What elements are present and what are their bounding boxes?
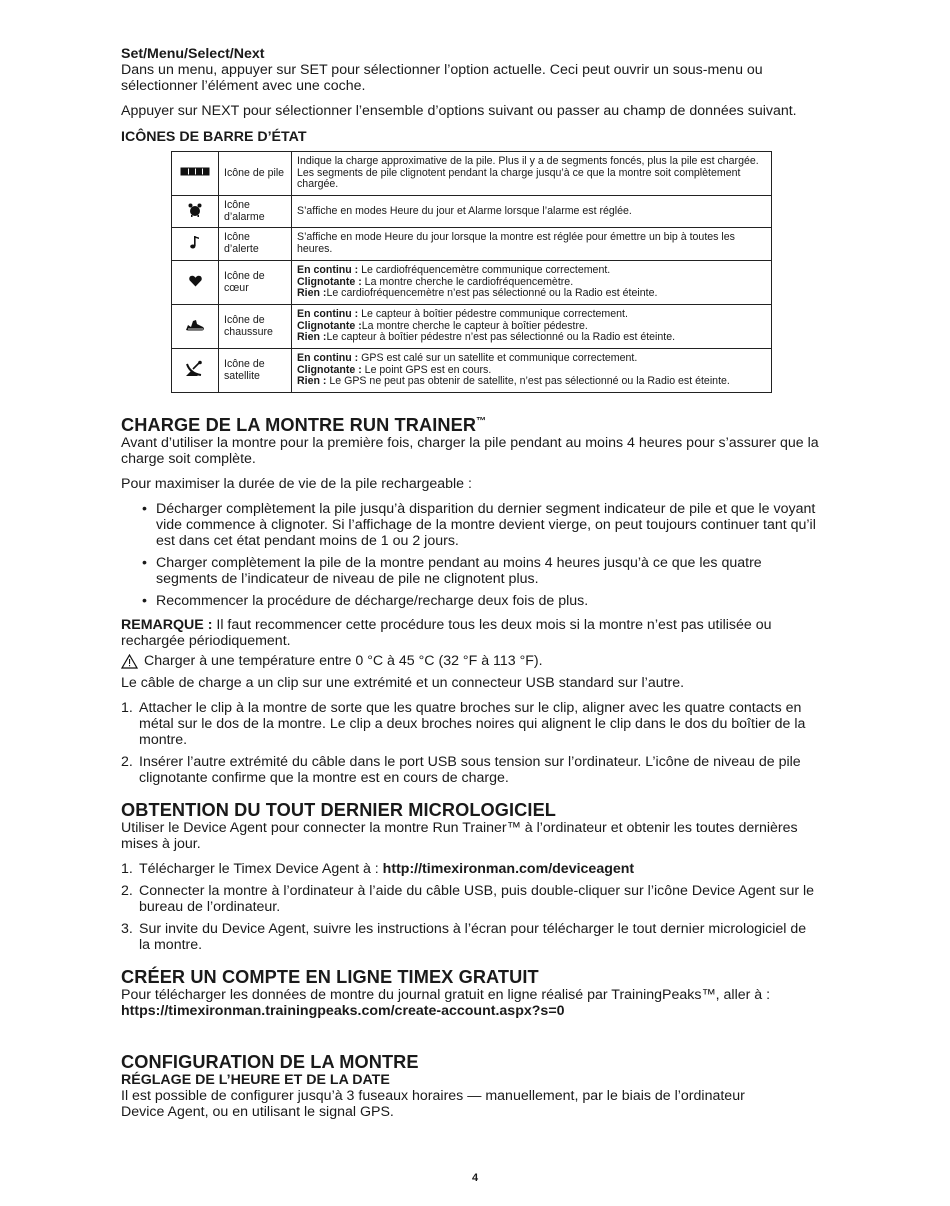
account-title: CRÉER UN COMPTE EN LIGNE TIMEX GRATUIT bbox=[121, 967, 539, 987]
page-content bbox=[121, 46, 821, 1120]
icon-name: Icône de cœur bbox=[219, 261, 292, 305]
firmware-paragraph: Utiliser le Device Agent pour connecter la montre Run Trainer™ à l’ordinateur et obtenir les toutes dernières mises à jour. bbox=[121, 820, 798, 852]
icon-description: Indique la charge approximative de la pile. Plus il y a de segments foncés, plus la pile est chargée. Les segments de pile clignotent pendant la charge jusqu’à ce que la montre soit complètement chargée. bbox=[292, 152, 772, 196]
list-item: 1. Attacher le clip à la montre de sorte que les quatre broches sur le clip, aligner avec les quatre contacts en métal sur le dos de la montre. Le clip a deux broches noires qui alignent le clip dans le dos du boîtier de la montre. bbox=[121, 700, 806, 748]
cable-paragraph: Le câble de charge a un clip sur une extrémité et un connecteur USB standard sur l’autre. bbox=[121, 675, 685, 691]
charge-steps-list bbox=[121, 700, 821, 786]
warning-text: Charger à une température entre 0 °C à 45 °C (32 °F à 113 °F). bbox=[144, 653, 543, 669]
charge-note: REMARQUE : Il faut recommencer cette procédure tous les deux mois si la montre n’est pas utilisée ou rechargée périodiquement. bbox=[121, 617, 772, 649]
list-item: 2. Connecter la montre à l’ordinateur à l’aide du câble USB, puis double-cliquer sur l’icône Device Agent sur le bureau de l’ordinateur. bbox=[121, 883, 815, 915]
list-item: 1. Télécharger le Timex Device Agent à : http://timexironman.com/deviceagent bbox=[121, 861, 635, 877]
list-item: 2. Insérer l’autre extrémité du câble dans le port USB sous tension sur l’ordinateur. L’icône de niveau de pile clignotante confirme que la montre est en cours de charge. bbox=[121, 754, 801, 786]
config-section bbox=[121, 1052, 821, 1120]
status-icons-section bbox=[121, 129, 821, 393]
status-icons-title: ICÔNES DE BARRE D’ÉTAT bbox=[121, 129, 307, 145]
shoe-icon bbox=[172, 305, 219, 349]
firmware-title: OBTENTION DU TOUT DERNIER MICROLOGICIEL bbox=[121, 800, 557, 820]
warning-row bbox=[121, 653, 821, 669]
config-title: CONFIGURATION DE LA MONTRE bbox=[121, 1052, 419, 1072]
satellite-icon bbox=[172, 349, 219, 393]
page-number: 4 bbox=[471, 1172, 479, 1184]
table-row bbox=[172, 228, 772, 261]
icon-description: S’affiche en mode Heure du jour lorsque la montre est réglée pour émettre un bip à toutes les heures. bbox=[292, 228, 772, 261]
music-note-icon bbox=[172, 228, 219, 261]
firmware-section bbox=[121, 800, 821, 953]
config-subtitle: RÉGLAGE DE L’HEURE ET DE LA DATE bbox=[121, 1072, 390, 1088]
set-menu-section bbox=[121, 46, 821, 119]
list-item: 3. Sur invite du Device Agent, suivre les instructions à l’écran pour télécharger le tout dernier micrologiciel de la montre. bbox=[121, 921, 807, 953]
charge-paragraph-1: Avant d’utiliser la montre pour la première fois, charger la pile pendant au moins 4 heures pour s’assurer que la charge soit complète. bbox=[121, 435, 819, 467]
status-icons-table bbox=[171, 151, 772, 393]
icon-name: Icône d’alerte bbox=[219, 228, 292, 261]
config-paragraph: Il est possible de configurer jusqu’à 3 fuseaux horaires — manuellement, par le biais de l’ordinateur Device Agent, ou en utilisant le signal GPS. bbox=[121, 1088, 745, 1120]
icon-description: En continu : Le capteur à boîtier pédestre communique correctement. Clignotante :La montre cherche le capteur à boîtier pédestre. Rien :Le capteur à boîtier pédestre n’est pas sélectionné ou la Radio est éteinte. bbox=[292, 305, 772, 349]
set-menu-title: Set/Menu/Select/Next bbox=[121, 46, 265, 62]
charge-bullet-list bbox=[121, 501, 821, 609]
table-row bbox=[172, 349, 772, 393]
icon-description: En continu : Le cardiofréquencemètre communique correctement. Clignotante : La montre cherche le cardiofréquencemètre. Rien :Le cardiofréquencemètre n’est pas sélectionné ou la Radio est éteinte. bbox=[292, 261, 772, 305]
battery-icon bbox=[172, 152, 219, 196]
firmware-steps-list bbox=[121, 861, 821, 953]
table-row bbox=[172, 196, 772, 228]
account-section bbox=[121, 967, 821, 1019]
heart-icon bbox=[172, 261, 219, 305]
icon-description: S’affiche en modes Heure du jour et Alarme lorsque l’alarme est réglée. bbox=[292, 196, 772, 228]
device-agent-link[interactable]: http://timexironman.com/deviceagent bbox=[382, 861, 635, 877]
set-menu-paragraph-1: Dans un menu, appuyer sur SET pour sélectionner l’option actuelle. Ceci peut ouvrir un sous-menu ou sélectionner l’élément avec une coche. bbox=[121, 62, 763, 94]
set-menu-paragraph-2: Appuyer sur NEXT pour sélectionner l’ensemble d’options suivant ou passer au champ de données suivant. bbox=[121, 103, 797, 119]
charge-section bbox=[121, 415, 821, 786]
icon-name: Icône de chaussure bbox=[219, 305, 292, 349]
list-item: • Charger complètement la pile de la montre pendant au moins 4 heures jusqu’à ce que les quatre segments de l’indicateur de niveau de pile ne clignotent plus. bbox=[156, 555, 821, 587]
charge-title: CHARGE DE LA MONTRE RUN TRAINER™ bbox=[121, 415, 487, 435]
table-row bbox=[172, 261, 772, 305]
charge-paragraph-2: Pour maximiser la durée de vie de la pile rechargeable : bbox=[121, 476, 472, 492]
icon-description: En continu : GPS est calé sur un satellite et communique correctement. Clignotante : Le point GPS est en cours. Rien : Le GPS ne peut pas obtenir de satellite, n’est pas sélectionné ou la Radio est éteinte. bbox=[292, 349, 772, 393]
icon-name: Icône de satellite bbox=[219, 349, 292, 393]
list-item: • Recommencer la procédure de décharge/recharge deux fois de plus. bbox=[156, 593, 821, 609]
table-row bbox=[172, 152, 772, 196]
table-row bbox=[172, 305, 772, 349]
alarm-clock-icon bbox=[172, 196, 219, 228]
icon-name: Icône de pile bbox=[219, 152, 292, 196]
icon-name: Icône d’alarme bbox=[219, 196, 292, 228]
list-item: • Décharger complètement la pile jusqu’à disparition du dernier segment indicateur de pile et que le voyant vide commence à clignoter. Si l’affichage de la montre devient vierge, on peut toujours continuer tant qu’il est dans cet état pendant moins de 1 ou 2 jours. bbox=[156, 501, 821, 549]
trainingpeaks-link[interactable]: https://timexironman.trainingpeaks.com/create-account.aspx?s=0 bbox=[121, 1003, 565, 1019]
warning-icon bbox=[121, 654, 138, 669]
account-paragraph: Pour télécharger les données de montre du journal gratuit en ligne réalisé par TrainingPeaks™, aller à : bbox=[121, 987, 771, 1003]
